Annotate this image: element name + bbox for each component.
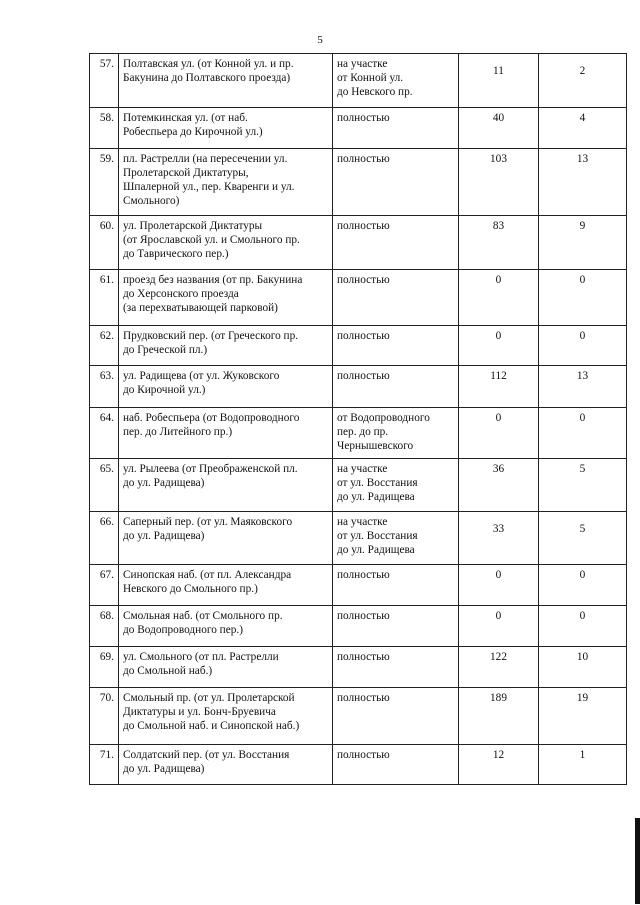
value-2: 1 (539, 745, 627, 785)
section-extent: полностью (333, 149, 459, 216)
row-number: 71. (90, 745, 119, 785)
row-number: 59. (90, 149, 119, 216)
table-row (90, 366, 627, 408)
table-row (90, 108, 627, 149)
section-extent: полностью (333, 745, 459, 785)
table-row (90, 408, 627, 459)
value-1: 83 (459, 216, 539, 270)
value-2: 13 (539, 366, 627, 408)
value-1: 40 (459, 108, 539, 149)
value-1: 0 (459, 565, 539, 606)
value-1: 33 (459, 512, 539, 565)
street-name: наб. Робеспьера (от Водопроводного пер. до Литейного пр.) (119, 408, 333, 459)
section-extent: полностью (333, 270, 459, 326)
street-name: проезд без названия (от пр. Бакунина до Херсонского проезда (за перехватывающей парковой) (119, 270, 333, 326)
row-number: 65. (90, 459, 119, 512)
street-name: Синопская наб. (от пл. Александра Невского до Смольного пр.) (119, 565, 333, 606)
row-number: 63. (90, 366, 119, 408)
section-extent: на участке от Конной ул. до Невского пр. (333, 54, 459, 108)
street-name: пл. Растрелли (на пересечении ул. Пролетарской Диктатуры, Шпалерной ул., пер. Кваренги и ул. Смольного) (119, 149, 333, 216)
value-1: 103 (459, 149, 539, 216)
page-number: 5 (317, 34, 323, 46)
row-number: 58. (90, 108, 119, 149)
table-row (90, 606, 627, 647)
row-number: 57. (90, 54, 119, 108)
value-2: 10 (539, 647, 627, 688)
value-2: 0 (539, 326, 627, 366)
section-extent: полностью (333, 108, 459, 149)
table-row (90, 459, 627, 512)
row-number: 70. (90, 688, 119, 745)
value-1: 0 (459, 408, 539, 459)
value-1: 12 (459, 745, 539, 785)
row-number: 69. (90, 647, 119, 688)
value-2: 0 (539, 606, 627, 647)
table-row (90, 647, 627, 688)
value-2: 2 (539, 54, 627, 108)
value-2: 0 (539, 565, 627, 606)
value-1: 112 (459, 366, 539, 408)
street-name: Потемкинская ул. (от наб. Робеспьера до Кирочной ул.) (119, 108, 333, 149)
value-1: 0 (459, 326, 539, 366)
section-extent: на участке от ул. Восстания до ул. Радищева (333, 512, 459, 565)
street-name: ул. Радищева (от ул. Жуковского до Кирочной ул.) (119, 366, 333, 408)
value-2: 0 (539, 270, 627, 326)
value-1: 36 (459, 459, 539, 512)
street-name: ул. Пролетарской Диктатуры (от Ярославской ул. и Смольного пр. до Таврического пер.) (119, 216, 333, 270)
street-name: Солдатский пер. (от ул. Восстания до ул. Радищева) (119, 745, 333, 785)
section-extent: от Водопроводного пер. до пр. Чернышевского (333, 408, 459, 459)
section-extent: полностью (333, 688, 459, 745)
value-2: 13 (539, 149, 627, 216)
value-1: 122 (459, 647, 539, 688)
value-1: 0 (459, 606, 539, 647)
value-2: 5 (539, 512, 627, 565)
table-row (90, 270, 627, 326)
value-2: 9 (539, 216, 627, 270)
section-extent: полностью (333, 366, 459, 408)
table-row (90, 565, 627, 606)
table-row (90, 688, 627, 745)
row-number: 60. (90, 216, 119, 270)
section-extent: полностью (333, 647, 459, 688)
row-number: 64. (90, 408, 119, 459)
section-extent: на участке от ул. Восстания до ул. Радищева (333, 459, 459, 512)
street-name: Полтавская ул. (от Конной ул. и пр. Бакунина до Полтавского проезда) (119, 54, 333, 108)
table-row (90, 216, 627, 270)
section-extent: полностью (333, 606, 459, 647)
street-name: Смольная наб. (от Смольного пр. до Водопроводного пер.) (119, 606, 333, 647)
value-1: 0 (459, 270, 539, 326)
section-extent: полностью (333, 216, 459, 270)
row-number: 68. (90, 606, 119, 647)
street-name: ул. Рылеева (от Преображенской пл. до ул. Радищева) (119, 459, 333, 512)
street-name: Смольный пр. (от ул. Пролетарской Диктатуры и ул. Бонч-Бруевича до Смольной наб. и Синопской наб.) (119, 688, 333, 745)
row-number: 66. (90, 512, 119, 565)
scan-edge-mark (635, 818, 640, 904)
streets-table (89, 53, 627, 785)
section-extent: полностью (333, 326, 459, 366)
street-name: Саперный пер. (от ул. Маяковского до ул. Радищева) (119, 512, 333, 565)
table-row (90, 745, 627, 785)
row-number: 67. (90, 565, 119, 606)
value-2: 4 (539, 108, 627, 149)
street-name: Прудковский пер. (от Греческого пр. до Греческой пл.) (119, 326, 333, 366)
value-1: 11 (459, 54, 539, 108)
table-row (90, 149, 627, 216)
street-name: ул. Смольного (от пл. Растрелли до Смольной наб.) (119, 647, 333, 688)
value-2: 19 (539, 688, 627, 745)
table-row (90, 512, 627, 565)
value-2: 0 (539, 408, 627, 459)
value-1: 189 (459, 688, 539, 745)
row-number: 62. (90, 326, 119, 366)
table-row (90, 326, 627, 366)
value-2: 5 (539, 459, 627, 512)
section-extent: полностью (333, 565, 459, 606)
row-number: 61. (90, 270, 119, 326)
table-row (90, 54, 627, 108)
